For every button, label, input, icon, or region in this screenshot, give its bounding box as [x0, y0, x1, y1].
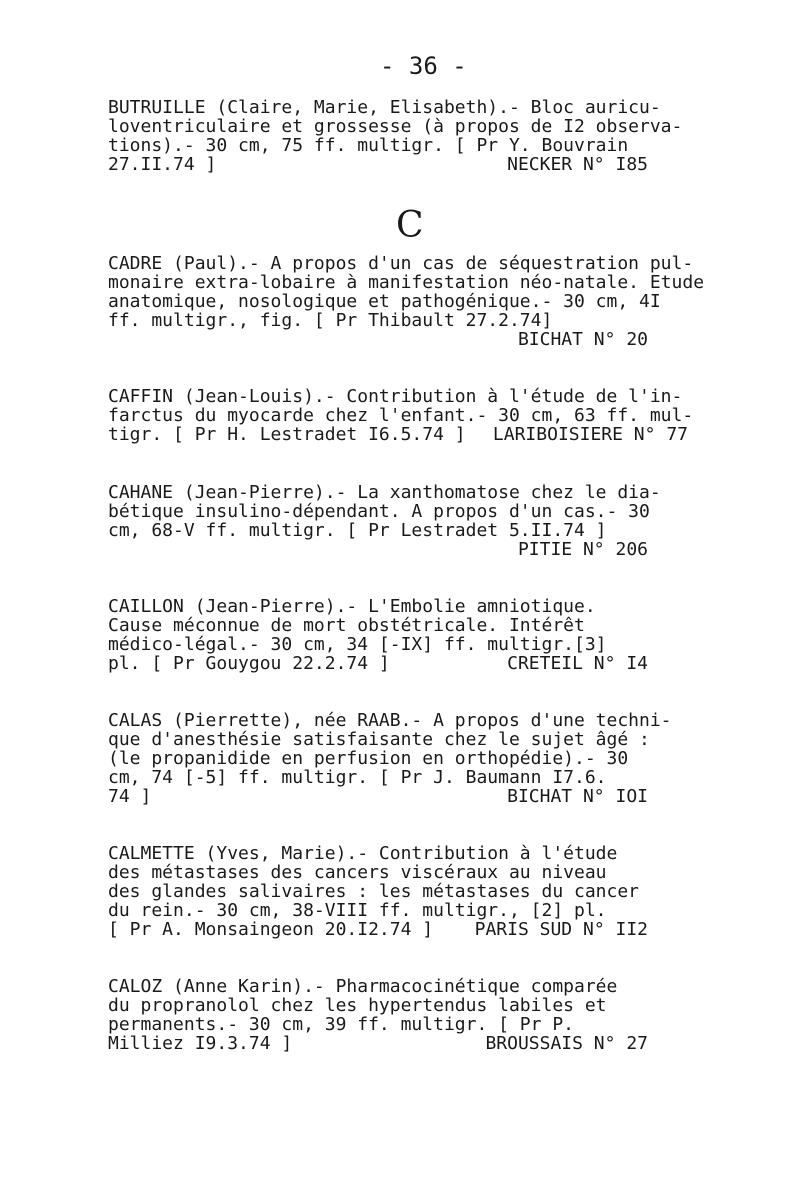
- section-letter: C: [396, 205, 424, 246]
- entry-line: CALAS (Pierrette), née RAAB.- A propos d'une techni-: [108, 710, 672, 731]
- entry-location: BICHAT N° 20: [517, 329, 648, 350]
- entry-location: PARIS SUD N° II2: [474, 919, 648, 940]
- bibliography-entry: [108, 597, 708, 673]
- entry-location: PITIE N° 206: [517, 539, 648, 560]
- entry-location: LARIBOISIERE N° 77: [492, 424, 688, 445]
- entry-last-line: [108, 540, 648, 559]
- entry-ref-tail: 27.II.74 ]: [108, 154, 217, 175]
- entry-line: CALOZ (Anne Karin).- Pharmacocinétique comparée: [108, 976, 618, 997]
- entry-line: ff. multigr., fig. [ Pr Thibault 27.2.74]: [108, 310, 553, 331]
- bibliography-entry: [108, 387, 708, 444]
- entry-last-line: [108, 155, 648, 174]
- entry-line: bétique insulino-dépendant. A propos d'un cas.- 30: [108, 501, 650, 522]
- entry-line: permanents.- 30 cm, 39 ff. multigr. [ Pr P.: [108, 1014, 574, 1035]
- page-number: - 36 -: [380, 52, 467, 80]
- entry-ref-tail: [ Pr A. Monsaingeon 20.I2.74 ]: [108, 919, 434, 940]
- entry-line: cm, 74 [-5] ff. multigr. [ Pr J. Baumann I7.6.: [108, 767, 607, 788]
- entry-line: CAILLON (Jean-Pierre).- L'Embolie amniotique.: [108, 596, 596, 617]
- entry-ref-tail: pl. [ Pr Gouygou 22.2.74 ]: [108, 653, 390, 674]
- entry-line: BUTRUILLE (Claire, Marie, Elisabeth).- Bloc auricu-: [108, 97, 661, 118]
- entry-line: du rein.- 30 cm, 38-VIII ff. multigr., [2] pl.: [108, 900, 607, 921]
- entry-line: médico-légal.- 30 cm, 34 [-IX] ff. multigr.[3]: [108, 634, 607, 655]
- entry-last-line: [108, 920, 648, 939]
- entry-line: que d'anesthésie satisfaisante chez le sujet âgé :: [108, 729, 650, 750]
- entry-location: BICHAT N° IOI: [507, 786, 648, 807]
- entry-line: cm, 68-V ff. multigr. [ Pr Lestradet 5.II.74 ]: [108, 520, 607, 541]
- entry-location: BROUSSAIS N° 27: [485, 1033, 648, 1054]
- entry-line: loventriculaire et grossesse (à propos de I2 observa-: [108, 116, 683, 137]
- entry-line: des glandes salivaires : les métastases du cancer: [108, 881, 640, 902]
- bibliography-entry: [108, 483, 708, 559]
- bibliography-entry: [108, 98, 708, 174]
- bibliography-entry: [108, 254, 708, 349]
- entry-line: des métastases des cancers viscéraux au niveau: [108, 862, 607, 883]
- entry-line: monaire extra-lobaire à manifestation néo-natale. Etude: [108, 272, 705, 293]
- entry-line: (le propanidide en perfusion en orthopédie).- 30: [108, 748, 629, 769]
- entry-list: [108, 98, 708, 1053]
- entry-line: CADRE (Paul).- A propos d'un cas de séquestration pul-: [108, 253, 694, 274]
- entry-line: CAFFIN (Jean-Louis).- Contribution à l'étude de l'in-: [108, 386, 683, 407]
- entry-ref-tail: 74 ]: [108, 786, 152, 807]
- entry-location: CRETEIL N° I4: [507, 653, 648, 674]
- entry-last-line: [108, 654, 648, 673]
- entry-line: CAHANE (Jean-Pierre).- La xanthomatose chez le dia-: [108, 482, 661, 503]
- entry-line: CALMETTE (Yves, Marie).- Contribution à l'étude: [108, 843, 618, 864]
- entry-ref-tail: tigr. [ Pr H. Lestradet I6.5.74 ]: [108, 424, 466, 445]
- entry-line: tions).- 30 cm, 75 ff. multigr. [ Pr Y. Bouvrain: [108, 135, 629, 156]
- entry-ref-tail: Milliez I9.3.74 ]: [108, 1033, 293, 1054]
- entry-line: anatomique, nosologique et pathogénique.- 30 cm, 4I: [108, 291, 661, 312]
- entry-line: Cause méconnue de mort obstétricale. Intérêt: [108, 615, 585, 636]
- entry-last-line: [108, 330, 648, 349]
- entry-line: farctus du myocarde chez l'enfant.- 30 cm, 63 ff. mul-: [108, 405, 694, 426]
- entry-last-line: [108, 425, 688, 444]
- bibliography-entry: [108, 844, 708, 939]
- entry-location: NECKER N° I85: [507, 154, 648, 175]
- bibliography-entry: [108, 977, 708, 1053]
- bibliography-entry: [108, 711, 708, 806]
- entry-last-line: [108, 1034, 648, 1053]
- entry-last-line: [108, 787, 648, 806]
- entry-line: du propranolol chez les hypertendus labiles et: [108, 995, 607, 1016]
